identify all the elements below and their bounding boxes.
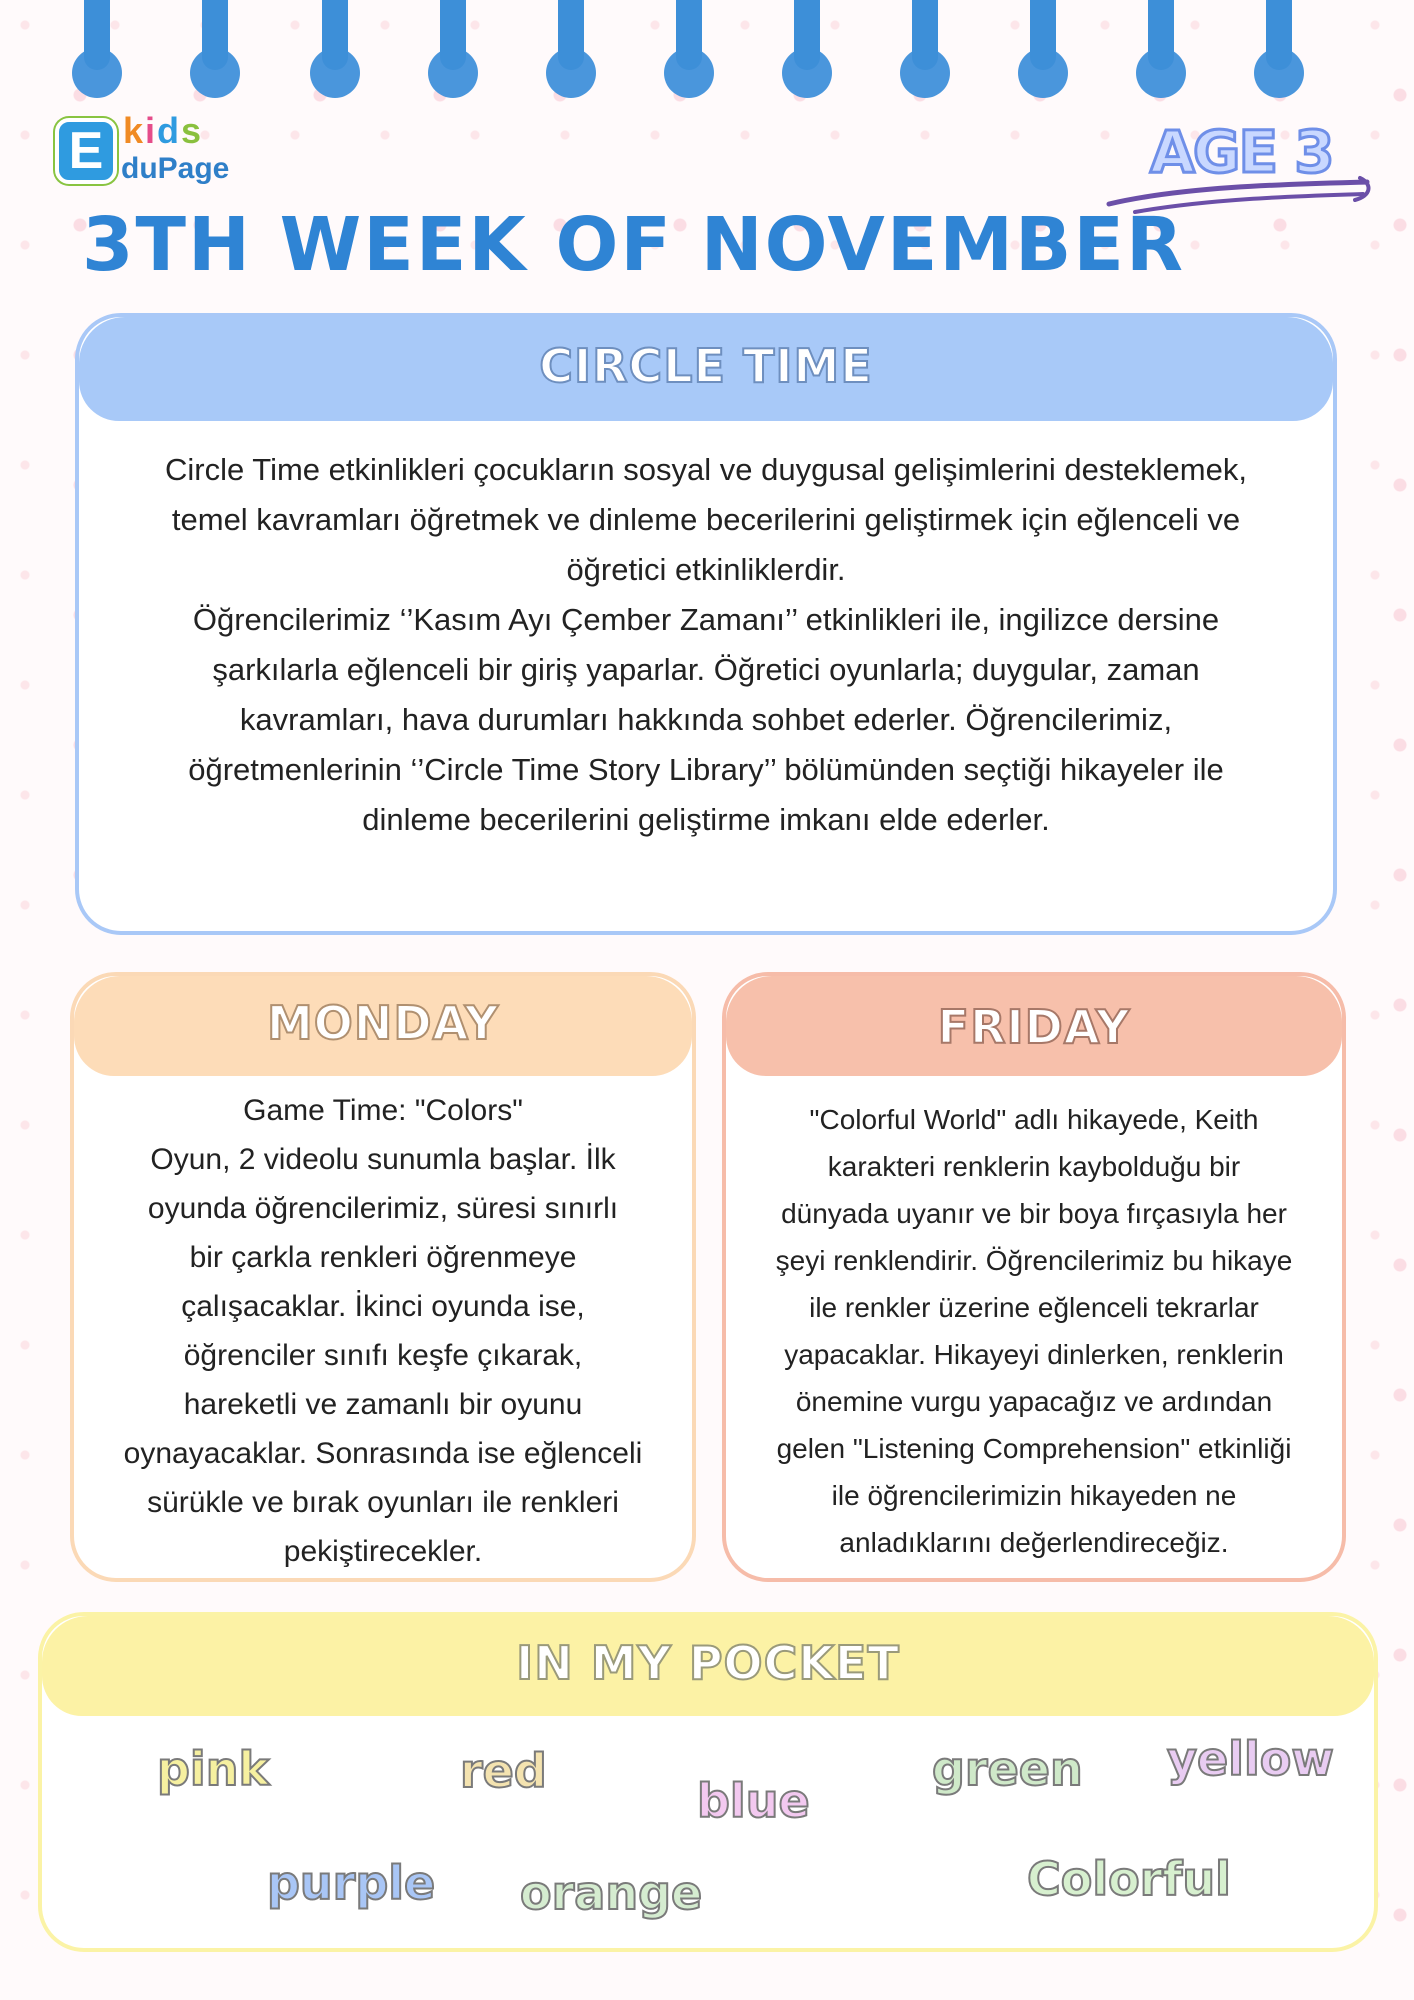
text-line: pekiştirecekler. [283, 1535, 483, 1568]
spiral-ring [428, 0, 478, 100]
text-line: gelen "Listening Comprehension" etkinliği [776, 1433, 1292, 1464]
text-line: şeyi renklendirir. Öğrencilerimiz bu hikaye [775, 1245, 1293, 1276]
text-line: bir çarkla renkleri öğrenmeye [189, 1241, 577, 1274]
spiral-ring-bar [558, 0, 584, 70]
spiral-ring [782, 0, 832, 100]
text-line: kavramları, hava durumları hakkında sohbet ederler. Öğrencilerimiz, [239, 702, 1173, 737]
monday-text [94, 1086, 672, 1576]
circle-time-card [75, 313, 1337, 935]
spiral-ring-bar [202, 0, 228, 70]
text-line: ile renkler üzerine eğlenceli tekrarlar [809, 1292, 1259, 1323]
spiral-binding [0, 0, 1414, 110]
spiral-ring-bar [440, 0, 466, 70]
text-line: öğretmenlerinin ‘’Circle Time Story Library’’ bölümünden seçtiği hikayeler ile [188, 752, 1224, 787]
logo-letter-d: d [157, 110, 182, 151]
text-line: "Colorful World" adlı hikayede, Keith [809, 1104, 1259, 1135]
spiral-ring-bar [1030, 0, 1056, 70]
spiral-ring-bar [1148, 0, 1174, 70]
text-line: oyunda öğrencilerimiz, süresi sınırlı [147, 1192, 619, 1225]
age-badge: AGE 3 [1150, 118, 1333, 186]
circle-time-text [99, 445, 1313, 845]
text-line: karakteri renklerin kaybolduğu bir [827, 1151, 1241, 1182]
spiral-ring-bar [322, 0, 348, 70]
vocab-word-red: red [460, 1744, 547, 1798]
vocab-word-blue: blue [697, 1774, 810, 1828]
text-line: önemine vurgu yapacağız ve ardından [795, 1386, 1273, 1417]
spiral-ring-bar [912, 0, 938, 70]
logo-letter-k: k [123, 110, 146, 151]
spiral-ring [664, 0, 714, 100]
text-line: öğretici etkinliklerdir. [566, 552, 846, 587]
vocab-word-pink: pink [157, 1742, 270, 1796]
text-line: şarkılarla eğlenceli bir giriş yaparlar. Öğretici oyunlarla; duygular, zaman [212, 652, 1200, 687]
logo-letter-i: i [145, 110, 158, 151]
vocab-word-colorful: Colorful [1027, 1852, 1231, 1906]
text-line: Oyun, 2 videolu sunumla başlar. İlk [150, 1143, 616, 1176]
pocket-header [42, 1616, 1374, 1716]
vocab-word-orange: orange [520, 1866, 703, 1920]
pocket-heading: IN MY POCKET [516, 1636, 900, 1690]
text-line: yapacaklar. Hikayeyi dinlerken, renklerin [784, 1339, 1284, 1370]
in-my-pocket-card [38, 1612, 1378, 1952]
circle-time-header [79, 317, 1333, 421]
vocab-word-yellow: yellow [1167, 1732, 1334, 1786]
monday-heading: MONDAY [266, 996, 500, 1050]
monday-card [70, 972, 696, 1582]
text-line: Game Time: "Colors" [243, 1094, 523, 1127]
spiral-ring [900, 0, 950, 100]
logo-dupage-text: duPage [121, 152, 230, 185]
spiral-ring [546, 0, 596, 100]
friday-card [722, 972, 1346, 1582]
spiral-ring [1136, 0, 1186, 100]
monday-header [74, 976, 692, 1076]
logo-kids-text [123, 110, 203, 152]
vocab-word-purple: purple [267, 1856, 436, 1910]
logo-letter-s: s [181, 110, 204, 151]
friday-header [726, 976, 1342, 1076]
text-line: Öğrencilerimiz ‘’Kasım Ayı Çember Zamanı’’ etkinlikleri ile, ingilizce dersine [192, 602, 1220, 637]
text-line: Circle Time etkinlikleri çocukların sosyal ve duygusal gelişimlerini desteklemek, [165, 452, 1247, 487]
circle-time-heading: CIRCLE TIME [539, 339, 873, 393]
text-line: dünyada uyanır ve bir boya fırçasıyla her [781, 1198, 1287, 1229]
spiral-ring-bar [1266, 0, 1292, 70]
page-title: 3TH WEEK OF NOVEMBER [82, 202, 1185, 288]
text-line: hareketli ve zamanlı bir oyunu [183, 1388, 583, 1421]
spiral-ring-bar [676, 0, 702, 70]
text-line: dinleme becerilerini geliştirme imkanı elde ederler. [362, 802, 1050, 837]
spiral-ring [72, 0, 122, 100]
kids-edupage-logo [55, 110, 235, 190]
text-line: öğrenciler sınıfı keşfe çıkarak, [183, 1339, 583, 1372]
spiral-ring [310, 0, 360, 100]
vocab-word-green: green [932, 1742, 1083, 1796]
friday-heading: FRIDAY [937, 1000, 1131, 1054]
text-line: sürükle ve bırak oyunları ile renkleri [147, 1486, 619, 1519]
logo-e-mark: E [55, 118, 117, 184]
spiral-ring [1018, 0, 1068, 100]
spiral-ring [1254, 0, 1304, 100]
text-line: oynayacaklar. Sonrasında ise eğlenceli [123, 1437, 643, 1470]
spiral-ring [190, 0, 240, 100]
text-line: anladıklarını değerlendireceğiz. [839, 1527, 1229, 1558]
spiral-ring-bar [84, 0, 110, 70]
friday-text [746, 1096, 1322, 1566]
text-line: temel kavramları öğretmek ve dinleme becerilerini geliştirmek için eğlenceli ve [171, 502, 1241, 537]
spiral-ring-bar [794, 0, 820, 70]
text-line: çalışacaklar. İkinci oyunda ise, [181, 1290, 585, 1323]
text-line: ile öğrencilerimizin hikayeden ne [831, 1480, 1237, 1511]
